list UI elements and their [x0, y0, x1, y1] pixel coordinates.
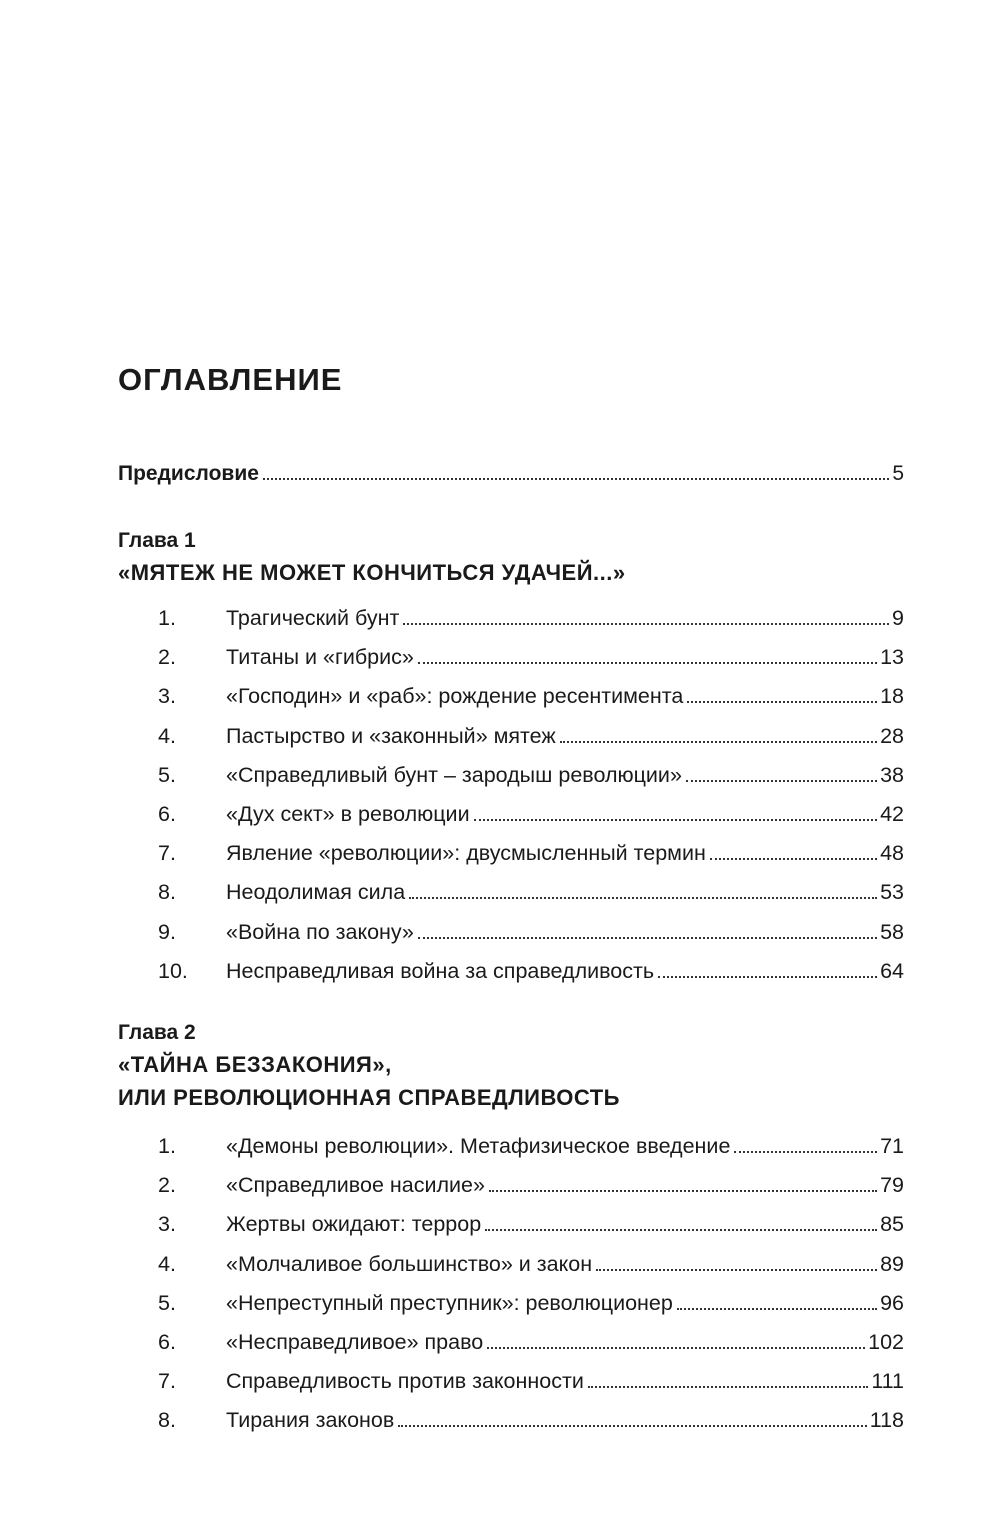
entry-title: Пастырство и «законный» мятеж [226, 723, 556, 748]
toc-title: ОГЛАВЛЕНИЕ [118, 362, 343, 397]
entry-title: «Господин» и «раб»: рождение ресентимента [226, 684, 684, 709]
dot-leader [474, 819, 878, 821]
toc-entry [158, 1291, 904, 1330]
entry-title: Явление «революции»: двусмысленный термин [226, 841, 706, 866]
entry-title: Трагический бунт [226, 606, 400, 630]
toc-entry [158, 959, 904, 998]
dot-leader [596, 1269, 877, 1271]
entry-title: Несправедливая война за справедливость [226, 958, 655, 983]
page-number: 89 [880, 1251, 904, 1276]
entry-number: 1. [158, 1134, 176, 1158]
toc-entry-preface [118, 462, 904, 486]
entry-number: 5. [158, 1290, 176, 1315]
entry-number: 5. [158, 762, 176, 787]
dot-leader [658, 976, 877, 978]
toc-entry [158, 606, 904, 645]
page-number: 53 [880, 880, 904, 905]
page-number: 13 [880, 645, 904, 670]
entry-title: Жертвы ожидают: террор [226, 1212, 482, 1237]
entry-title: Титаны и «гибрис» [226, 645, 414, 670]
page-number: 111 [871, 1369, 904, 1394]
toc-entry [158, 1252, 904, 1291]
dot-leader [263, 478, 889, 480]
chapter-label: Глава 2 [118, 1021, 196, 1044]
toc-entry [158, 802, 904, 841]
entry-number: 3. [158, 1212, 176, 1237]
entry-title: Тирания законов [226, 1408, 395, 1433]
entry-title: «Непреступный преступник»: революционер [226, 1290, 673, 1315]
page-number: 38 [880, 762, 904, 787]
toc-entry [158, 1173, 904, 1212]
dot-leader [485, 1229, 877, 1231]
toc-entry [158, 1330, 904, 1369]
entry-number: 1. [158, 606, 176, 630]
chapter-title: ИЛИ РЕВОЛЮЦИОННАЯ СПРАВЕДЛИВОСТЬ [118, 1085, 620, 1110]
chapter-2-heading [118, 1018, 904, 1114]
page-number: 5 [892, 462, 904, 485]
page-number: 42 [880, 801, 904, 826]
toc-entry [158, 684, 904, 723]
entry-number: 7. [158, 841, 176, 866]
toc-entry [158, 1212, 904, 1251]
entry-title: «Демоны революции». Метафизическое введение [226, 1134, 731, 1158]
page-number: 9 [892, 606, 904, 630]
toc-entry [158, 880, 904, 919]
dot-leader [677, 1308, 877, 1310]
page-number: 85 [880, 1212, 904, 1237]
toc-entry [158, 724, 904, 763]
dot-leader [734, 1151, 877, 1153]
dot-leader [560, 741, 877, 743]
entry-number: 9. [158, 919, 176, 944]
dot-leader [489, 1190, 877, 1192]
entry-number: 10. [158, 958, 188, 983]
entry-title: «Война по закону» [226, 919, 414, 944]
page-number: 48 [880, 841, 904, 866]
entry-number: 2. [158, 1173, 176, 1198]
entry-number: 8. [158, 880, 176, 905]
entry-number: 3. [158, 684, 176, 709]
chapter-2-entries [158, 1134, 904, 1448]
page-number: 64 [880, 958, 904, 983]
entry-title: «Справедливое насилие» [226, 1173, 485, 1198]
page-number: 71 [880, 1134, 904, 1158]
page-number: 102 [868, 1329, 904, 1354]
dot-leader [398, 1425, 866, 1427]
dot-leader [588, 1386, 868, 1388]
dot-leader [686, 780, 877, 782]
page-number: 79 [880, 1173, 904, 1198]
dot-leader [687, 701, 877, 703]
dot-leader [418, 662, 877, 664]
chapter-title: «ТАЙНА БЕЗЗАКОНИЯ», [118, 1052, 392, 1077]
page-number: 58 [880, 919, 904, 944]
dot-leader [418, 937, 877, 939]
chapter-1-heading [118, 526, 904, 589]
toc-entry [158, 1134, 904, 1173]
entry-number: 6. [158, 1329, 176, 1354]
dot-leader [487, 1347, 865, 1349]
dot-leader [710, 858, 877, 860]
chapter-label: Глава 1 [118, 529, 196, 552]
entry-title: Неодолимая сила [226, 880, 406, 905]
page-number: 28 [880, 723, 904, 748]
toc-entry [158, 645, 904, 684]
entry-title: «Дух сект» в революции [226, 801, 470, 826]
entry-number: 8. [158, 1408, 176, 1433]
toc-entry [158, 763, 904, 802]
entry-title: «Несправедливое» право [226, 1329, 484, 1354]
toc-entry [158, 920, 904, 959]
entry-number: 2. [158, 645, 176, 670]
toc-entry [158, 1408, 904, 1447]
page-number: 118 [869, 1408, 904, 1433]
dot-leader [403, 623, 889, 625]
dot-leader [409, 897, 877, 899]
page-number: 18 [880, 684, 904, 709]
toc-entry [158, 1369, 904, 1408]
page-number: 96 [880, 1290, 904, 1315]
entry-title: Справедливость против законности [226, 1369, 584, 1394]
entry-number: 4. [158, 1251, 176, 1276]
entry-number: 7. [158, 1369, 176, 1394]
preface-title: Предисловие [118, 462, 259, 485]
entry-number: 4. [158, 723, 176, 748]
chapter-1-entries [158, 606, 904, 998]
chapter-title: «МЯТЕЖ НЕ МОЖЕТ КОНЧИТЬСЯ УДАЧЕЙ...» [118, 560, 626, 585]
toc-entry [158, 841, 904, 880]
entry-title: «Молчаливое большинство» и закон [226, 1251, 593, 1276]
entry-number: 6. [158, 801, 176, 826]
entry-title: «Справедливый бунт – зародыш революции» [226, 762, 682, 787]
